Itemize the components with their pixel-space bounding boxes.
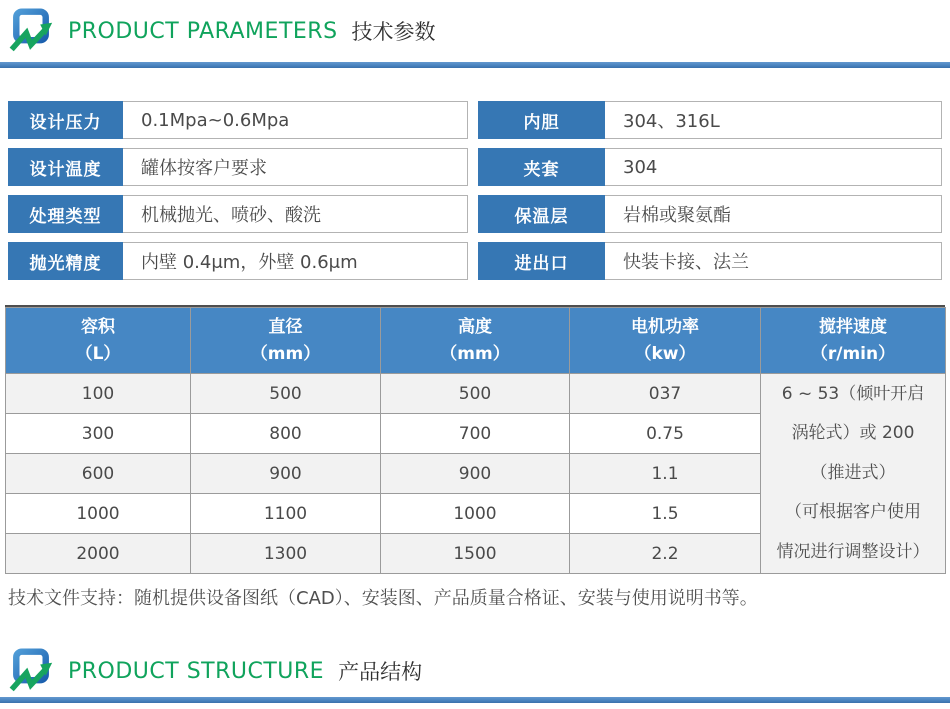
section-title-en: PRODUCT PARAMETERS	[68, 18, 338, 44]
cell-volume: 300	[6, 414, 191, 454]
cell-height: 500	[381, 374, 570, 414]
param-row-polish-precision	[8, 242, 468, 280]
param-value: 机械抛光、喷砂、酸洗	[141, 205, 321, 226]
parameters-section-header	[8, 3, 436, 59]
structure-section-header	[8, 645, 422, 697]
param-label: 设计压力	[8, 101, 123, 139]
cell-diameter: 800	[191, 414, 381, 454]
param-label: 保温层	[478, 195, 605, 233]
param-value: 内壁 0.4μm，外壁 0.6μm	[141, 252, 358, 273]
cell-motor-power: 2.2	[570, 534, 761, 574]
param-value: 罐体按客户要求	[141, 158, 267, 179]
cell-diameter: 1100	[191, 494, 381, 534]
section-title-zh: 技术参数	[351, 20, 436, 44]
col-header-volume: 容积 （L）	[6, 308, 191, 374]
param-label: 内胆	[478, 101, 605, 139]
param-label: 抛光精度	[8, 242, 123, 280]
param-value: 快装卡接、法兰	[623, 252, 749, 273]
cell-volume: 1000	[6, 494, 191, 534]
cell-motor-power: 1.5	[570, 494, 761, 534]
param-row-design-pressure	[8, 101, 468, 139]
cell-height: 700	[381, 414, 570, 454]
spec-table-header-row	[6, 308, 946, 374]
cell-motor-power: 0.75	[570, 414, 761, 454]
param-row-inlet-outlet	[478, 242, 942, 280]
param-label: 设计温度	[8, 148, 123, 186]
cell-volume: 100	[6, 374, 191, 414]
spec-table	[5, 305, 945, 574]
cell-diameter: 500	[191, 374, 381, 414]
cell-volume: 600	[6, 454, 191, 494]
cell-motor-power: 037	[570, 374, 761, 414]
param-label: 夹套	[478, 148, 605, 186]
param-row-insulation	[478, 195, 942, 233]
col-header-diameter: 直径 （mm）	[191, 308, 381, 374]
param-value: 岩棉或聚氨酯	[623, 205, 731, 226]
tech-docs-note: 技术文件支持：随机提供设备图纸（CAD）、安装图、产品质量合格证、安装与使用说明书等。	[8, 588, 758, 609]
cell-diameter: 900	[191, 454, 381, 494]
param-value: 0.1Mpa~0.6Mpa	[141, 109, 290, 131]
section-divider	[0, 697, 950, 703]
param-row-treatment-type	[8, 195, 468, 233]
section-title-en: PRODUCT STRUCTURE	[68, 658, 325, 684]
col-header-height: 高度 （mm）	[381, 308, 570, 374]
cell-volume: 2000	[6, 534, 191, 574]
brand-logo-icon	[8, 7, 54, 55]
col-header-stir-speed: 搅拌速度 （r/min）	[761, 308, 946, 374]
cell-height: 900	[381, 454, 570, 494]
section-divider	[0, 62, 950, 68]
col-header-motor-power: 电机功率 （kw）	[570, 308, 761, 374]
param-row-inner-tank	[478, 101, 942, 139]
section-title-zh: 产品结构	[338, 660, 423, 684]
cell-stir-speed-note: 6 ~ 53（倾叶开启 涡轮式）或 200 （推进式） （可根据客户使用 情况进行调整设计）	[761, 374, 946, 574]
table-row	[6, 374, 946, 414]
cell-height: 1500	[381, 534, 570, 574]
param-row-design-temperature	[8, 148, 468, 186]
param-row-jacket	[478, 148, 942, 186]
cell-height: 1000	[381, 494, 570, 534]
param-label: 进出口	[478, 242, 605, 280]
cell-diameter: 1300	[191, 534, 381, 574]
param-value: 304	[623, 156, 658, 178]
brand-logo-icon	[8, 647, 54, 695]
cell-motor-power: 1.1	[570, 454, 761, 494]
param-label: 处理类型	[8, 195, 123, 233]
param-value: 304、316L	[623, 111, 720, 132]
